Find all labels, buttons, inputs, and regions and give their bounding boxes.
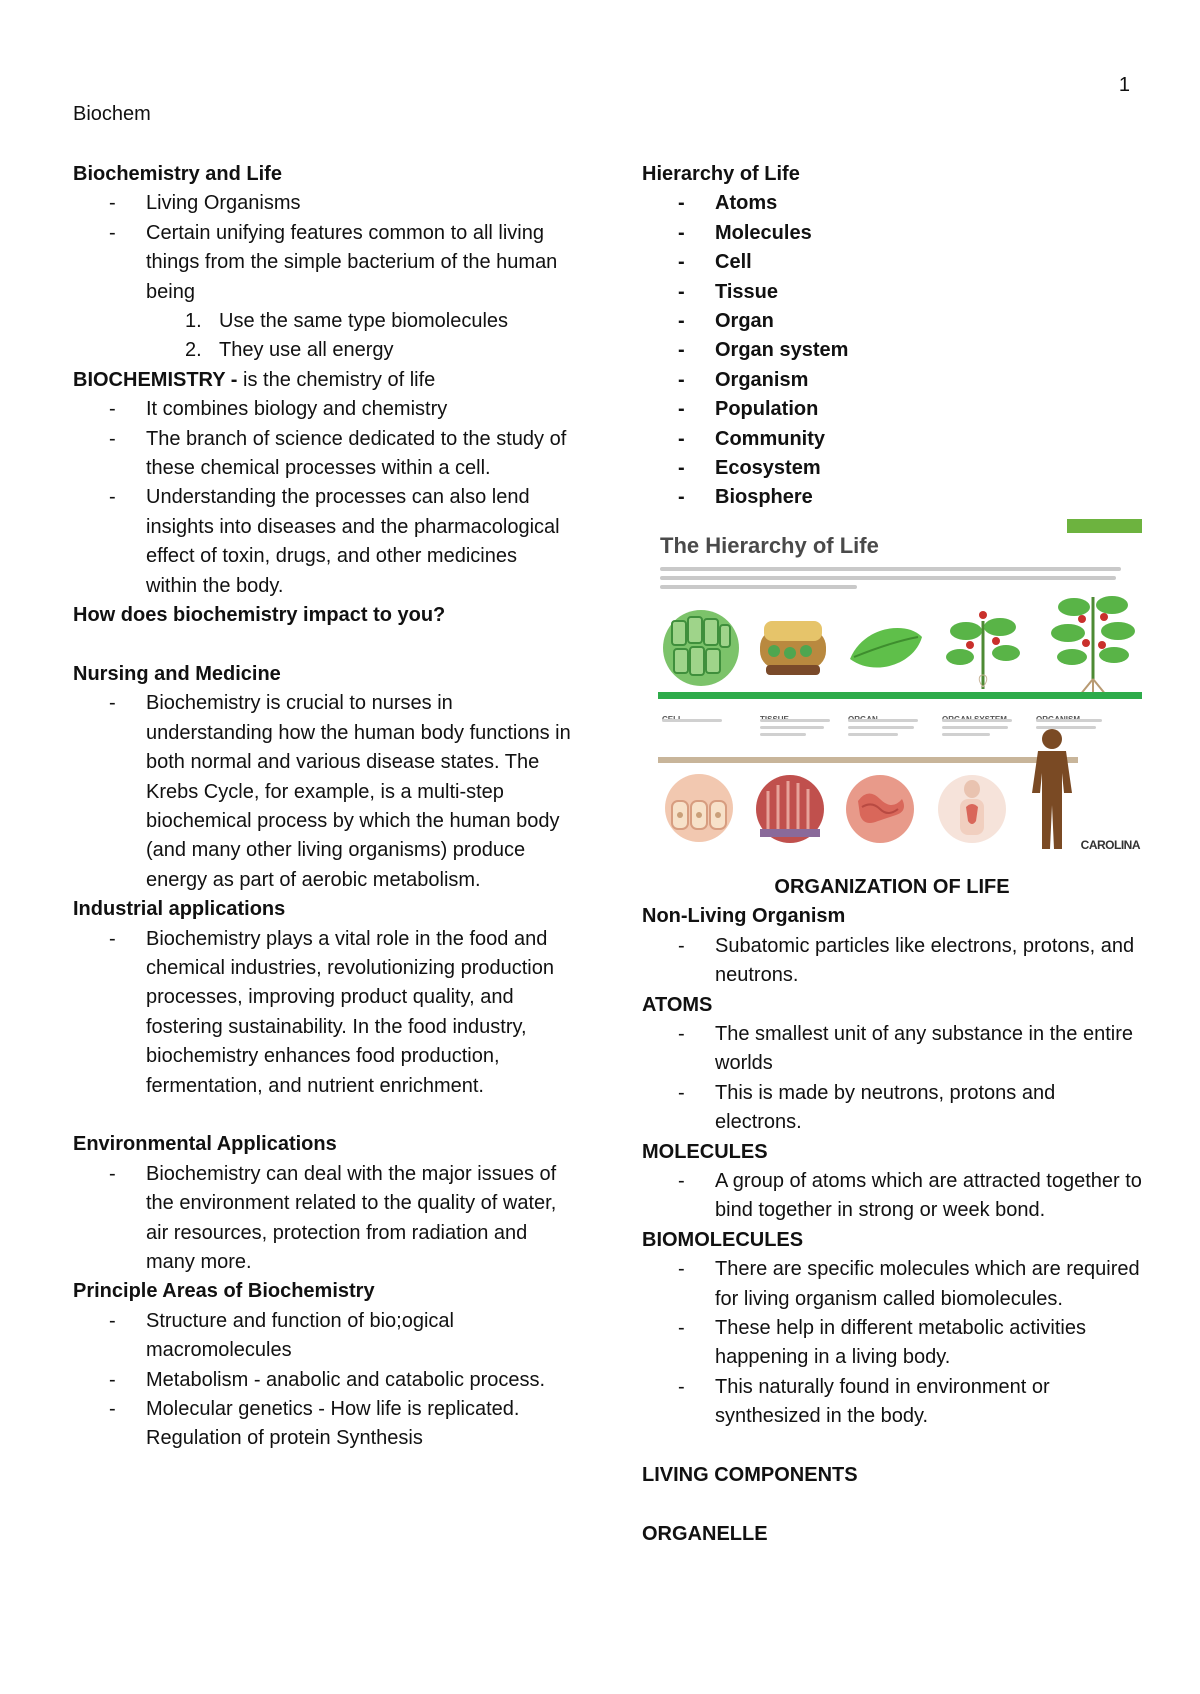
infographic-brown-divider — [658, 757, 1078, 763]
human-organ-system-icon — [934, 771, 1010, 847]
heading-organelle: ORGANELLE — [642, 1522, 768, 1545]
heading-nursing-and-medicine: Nursing and Medicine — [73, 662, 281, 685]
bullet-item: - Structure and function of bio;ogical macromolecules — [73, 1307, 573, 1366]
heading-hierarchy-of-life: Hierarchy of Life — [642, 163, 800, 185]
numbered-item-text: They use all energy — [219, 339, 394, 362]
hierarchy-item: - Population — [642, 395, 1142, 424]
blank-line — [73, 1101, 573, 1130]
hierarchy-item: - Ecosystem — [642, 454, 1142, 483]
infographic-title: The Hierarchy of Life — [660, 532, 879, 558]
label-text-line — [848, 733, 898, 736]
label-text-line — [942, 719, 1012, 722]
cell-icon — [660, 607, 742, 689]
heading-environmental-applications: Environmental Applications — [73, 1133, 337, 1156]
tissue-icon — [756, 611, 830, 685]
label-text-line — [662, 719, 722, 722]
hierarchy-item: - Atoms — [642, 189, 1142, 218]
left-column — [73, 160, 573, 1454]
bullet-item: - Biochemistry plays a vital role in the food and chemical industries, revolutionizing production processes, improving product quality, and fostering sustainability. In the food industry, biochemistry enhances food production, fermentation, and nutrient enrichment. — [73, 925, 573, 1101]
label-text-line — [942, 726, 1008, 729]
list-number: 1. — [185, 310, 202, 333]
heading-organization-of-life: ORGANIZATION OF LIFE — [774, 875, 1010, 898]
human-organism-icon — [1022, 727, 1082, 851]
bullet-item: - Understanding the processes can also lend insights into diseases and the pharmacological effect of toxin, drugs, and other medicines within the body. — [73, 483, 573, 601]
document-title: Biochem — [73, 103, 151, 125]
label-text-line — [760, 733, 806, 736]
bullet-item: - Biochemistry is crucial to nurses in understanding how the human body functions in both normal and various disease states. The Krebs Cycle, for example, is a multi-step biochemical process by which the human body (and many other living organisms) produce energy as part of aerobic metabolism. — [73, 689, 573, 895]
label-text-line — [848, 726, 914, 729]
definition-text: is the chemistry of life — [237, 368, 436, 391]
numbered-item — [73, 336, 573, 365]
hierarchy-item: - Biosphere — [642, 483, 1142, 512]
bullet-item: - Molecular genetics - How life is replicated. Regulation of protein Synthesis — [73, 1395, 573, 1454]
bullet-item: - Subatomic particles like electrons, protons, and neutrons. — [642, 932, 1142, 991]
bullet-item: - These help in different metabolic activities happening in a living body. — [642, 1314, 1142, 1373]
human-organ-icon — [842, 771, 918, 847]
human-tissue-icon — [752, 771, 828, 847]
biochemistry-definition — [73, 366, 573, 395]
bullet-item: - It combines biology and chemistry — [73, 395, 573, 424]
definition-term: BIOCHEMISTRY - — [73, 368, 238, 391]
hierarchy-item: - Community — [642, 425, 1142, 454]
hierarchy-item: - Tissue — [642, 278, 1142, 307]
heading-atoms: ATOMS — [642, 993, 713, 1016]
heading-impact: How does biochemistry impact to you? — [73, 604, 446, 627]
hierarchy-item: - Molecules — [642, 219, 1142, 248]
hierarchy-list — [642, 189, 1142, 512]
bullet-item: - Metabolism - anabolic and catabolic process. — [73, 1366, 573, 1395]
label-text-line — [942, 733, 990, 736]
bullet-item: - Biochemistry can deal with the major issues of the environment related to the quality of water, air resources, protection from radiation and many more. — [73, 1160, 573, 1278]
heading-living-components: LIVING COMPONENTS — [642, 1463, 858, 1486]
heading-non-living-organism: Non-Living Organism — [642, 905, 846, 928]
heading-industrial-applications: Industrial applications — [73, 898, 286, 921]
heading-biochemistry-and-life: Biochemistry and Life — [73, 163, 282, 185]
right-column — [642, 160, 1142, 1549]
plant-organ-system-icon — [940, 601, 1026, 691]
hierarchy-item: - Organism — [642, 366, 1142, 395]
bullet-item: - This is made by neutrons, protons and electrons. — [642, 1079, 1142, 1138]
bullet-item: - Certain unifying features common to all living things from the simple bacterium of the human being — [73, 219, 573, 307]
bullet-item: - The branch of science dedicated to the study of these chemical processes within a cell. — [73, 425, 573, 484]
plant-organism-icon — [1046, 583, 1140, 699]
blank-line — [73, 631, 573, 660]
hierarchy-item: - Organ system — [642, 336, 1142, 365]
infographic-accent-bar — [1067, 519, 1142, 533]
label-text-line — [760, 726, 824, 729]
blank-line — [642, 1490, 1142, 1519]
bullet-item: - A group of atoms which are attracted together to bind together in strong or week bond. — [642, 1167, 1142, 1226]
bullet-item: - Living Organisms — [73, 189, 573, 218]
bullet-item: - This naturally found in environment or synthesized in the body. — [642, 1373, 1142, 1432]
heading-biomolecules: BIOMOLECULES — [642, 1228, 804, 1251]
hierarchy-item: - Organ — [642, 307, 1142, 336]
hierarchy-of-life-infographic — [658, 519, 1142, 867]
heading-principle-areas: Principle Areas of Biochemistry — [73, 1280, 375, 1303]
numbered-item-text: Use the same type biomolecules — [219, 310, 509, 333]
hierarchy-item: - Cell — [642, 248, 1142, 277]
label-text-line — [1036, 719, 1102, 722]
heading-molecules: MOLECULES — [642, 1140, 768, 1163]
list-number: 2. — [185, 339, 202, 362]
bullet-item: - The smallest unit of any substance in the entire worlds — [642, 1020, 1142, 1079]
numbered-item — [73, 307, 573, 336]
carolina-logo: CAROLINA — [1080, 838, 1140, 853]
label-text-line — [760, 719, 830, 722]
blank-line — [642, 1432, 1142, 1461]
leaf-icon — [844, 619, 926, 679]
page-number: 1 — [1118, 74, 1130, 96]
label-text-line — [848, 719, 918, 722]
infographic-green-divider — [658, 692, 1142, 699]
bullet-item: - There are specific molecules which are required for living organism called biomolecules. — [642, 1255, 1142, 1314]
human-cell-icon — [662, 771, 736, 845]
